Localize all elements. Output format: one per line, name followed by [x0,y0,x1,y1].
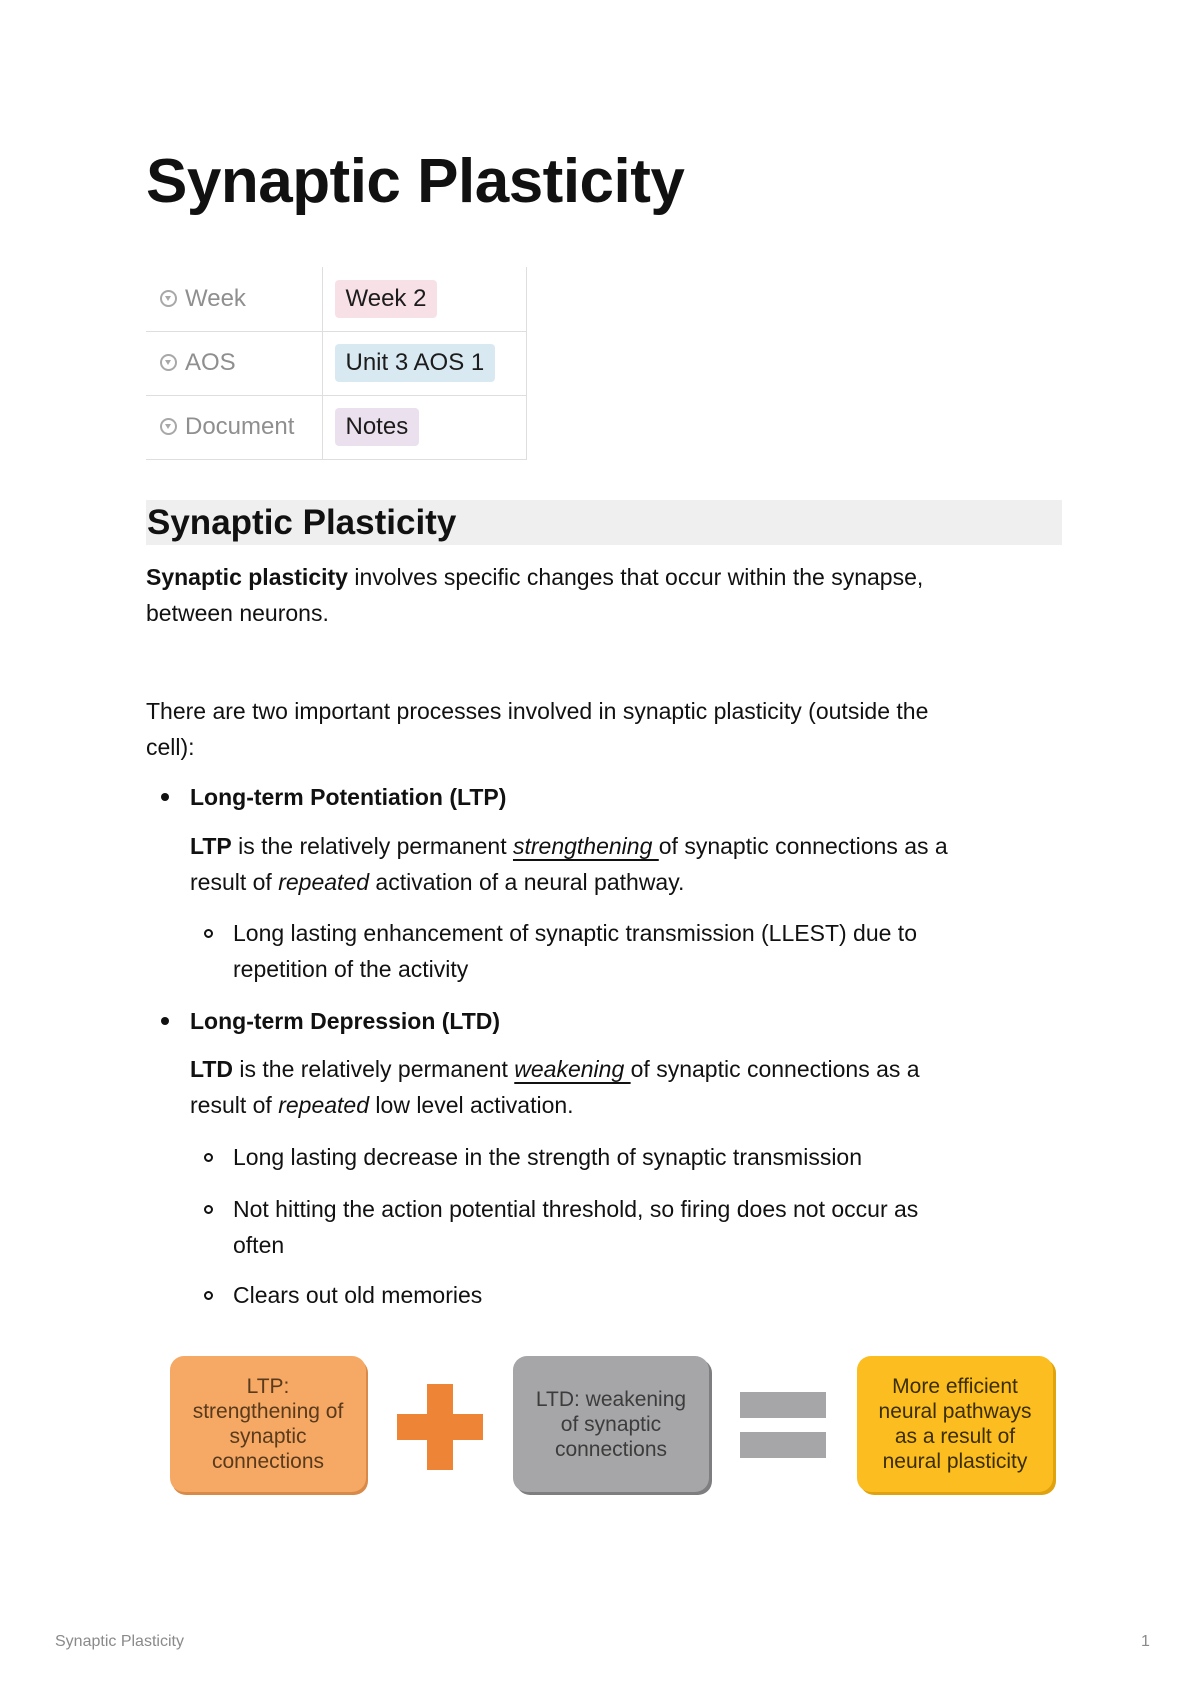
footer-title: Synaptic Plasticity [55,1633,184,1650]
property-key-label: Document [185,413,295,440]
ltd-emphasis: weakening [514,1056,631,1082]
property-value[interactable] [322,395,526,459]
plasticity-diagram [146,1350,1062,1500]
ltd-sub-text-line2: often [233,1232,285,1258]
ltd-def-text: is the relatively permanent [233,1056,515,1082]
processes-paragraph [146,693,1062,765]
ltp-sub-text: Long lasting enhancement of synaptic transmission (LLEST) due to [233,920,917,946]
intro-text: involves specific changes that occur within the synapse, [347,564,924,590]
intro-term: Synaptic plasticity [146,564,348,590]
select-property-icon [160,354,177,371]
ltp-emphasis: strengthening [512,833,659,859]
page-title: Synaptic Plasticity [146,147,685,216]
bullet-circle-icon [204,1153,213,1162]
property-row-week [146,267,526,331]
ltd-def-text-b: of synaptic connections as a [630,1056,920,1082]
ltd-def2-emphasis: repeated [278,1092,370,1118]
ltd-def2-text: result of [190,1092,279,1118]
properties-table [146,267,527,460]
processes-text: There are two important processes involved in synaptic plasticity (outside the [146,698,929,724]
equals-bottom-bar [740,1432,826,1458]
bullet-disc-icon [161,793,169,801]
property-key-label: Week [185,284,246,312]
week-tag[interactable]: Week 2 [335,280,438,318]
ltp-def2-emphasis: repeated [278,869,370,895]
plus-horizontal-bar [397,1414,483,1440]
bullet-disc-icon [161,1017,169,1025]
plus-icon [397,1384,483,1470]
ltp-def2-text: result of [190,869,279,895]
property-key [146,331,322,395]
equals-icon [740,1392,826,1458]
property-key [146,267,322,331]
ltp-box: LTP: strengthening of synaptic connections [170,1356,366,1492]
ltd-def2-text-b: low level activation. [369,1092,574,1118]
property-key [146,395,322,459]
select-property-icon [160,418,177,435]
processes-text-line2: cell): [146,734,195,760]
ltp-definition [190,828,1062,900]
ltd-sub-text: Not hitting the action potential threshold, so firing does not occur as [233,1196,919,1222]
ltp-sub-item [233,915,1062,987]
select-property-icon [160,290,177,307]
ltp-def2-text-b: activation of a neural pathway. [369,869,685,895]
document-tag[interactable]: Notes [335,408,420,446]
ltd-box: LTD: weakening of synaptic connections [513,1356,709,1492]
ltp-def-text: is the relatively permanent [231,833,513,859]
equals-top-bar [740,1392,826,1418]
ltd-term: LTD [190,1056,234,1082]
ltp-term: LTP [190,833,232,859]
bullet-circle-icon [204,929,213,938]
property-key-label: AOS [185,349,236,376]
intro-paragraph [146,559,1062,631]
ltd-sub-item: Long lasting decrease in the strength of synaptic transmission [233,1144,863,1170]
property-row-document [146,395,526,459]
property-row-aos [146,331,526,395]
ltd-definition [190,1051,1062,1123]
result-box: More efficient neural pathways as a result of neural plasticity [857,1356,1053,1492]
ltd-sub-item: Clears out old memories [233,1282,483,1308]
section-heading: Synaptic Plasticity [146,500,1062,545]
page-number: 1 [1141,1633,1150,1650]
bullet-circle-icon [204,1291,213,1300]
aos-tag[interactable]: Unit 3 AOS 1 [335,344,496,382]
intro-text-line2: between neurons. [146,600,329,626]
ltp-def-text-b: of synaptic connections as a [658,833,948,859]
bullet-circle-icon [204,1205,213,1214]
property-value[interactable] [322,267,526,331]
ltd-sub-item [233,1191,1062,1263]
ltd-heading: Long-term Depression (LTD) [190,1008,501,1034]
ltp-sub-text-line2: repetition of the activity [233,956,469,982]
ltp-heading: Long-term Potentiation (LTP) [190,784,507,810]
property-value[interactable] [322,331,526,395]
